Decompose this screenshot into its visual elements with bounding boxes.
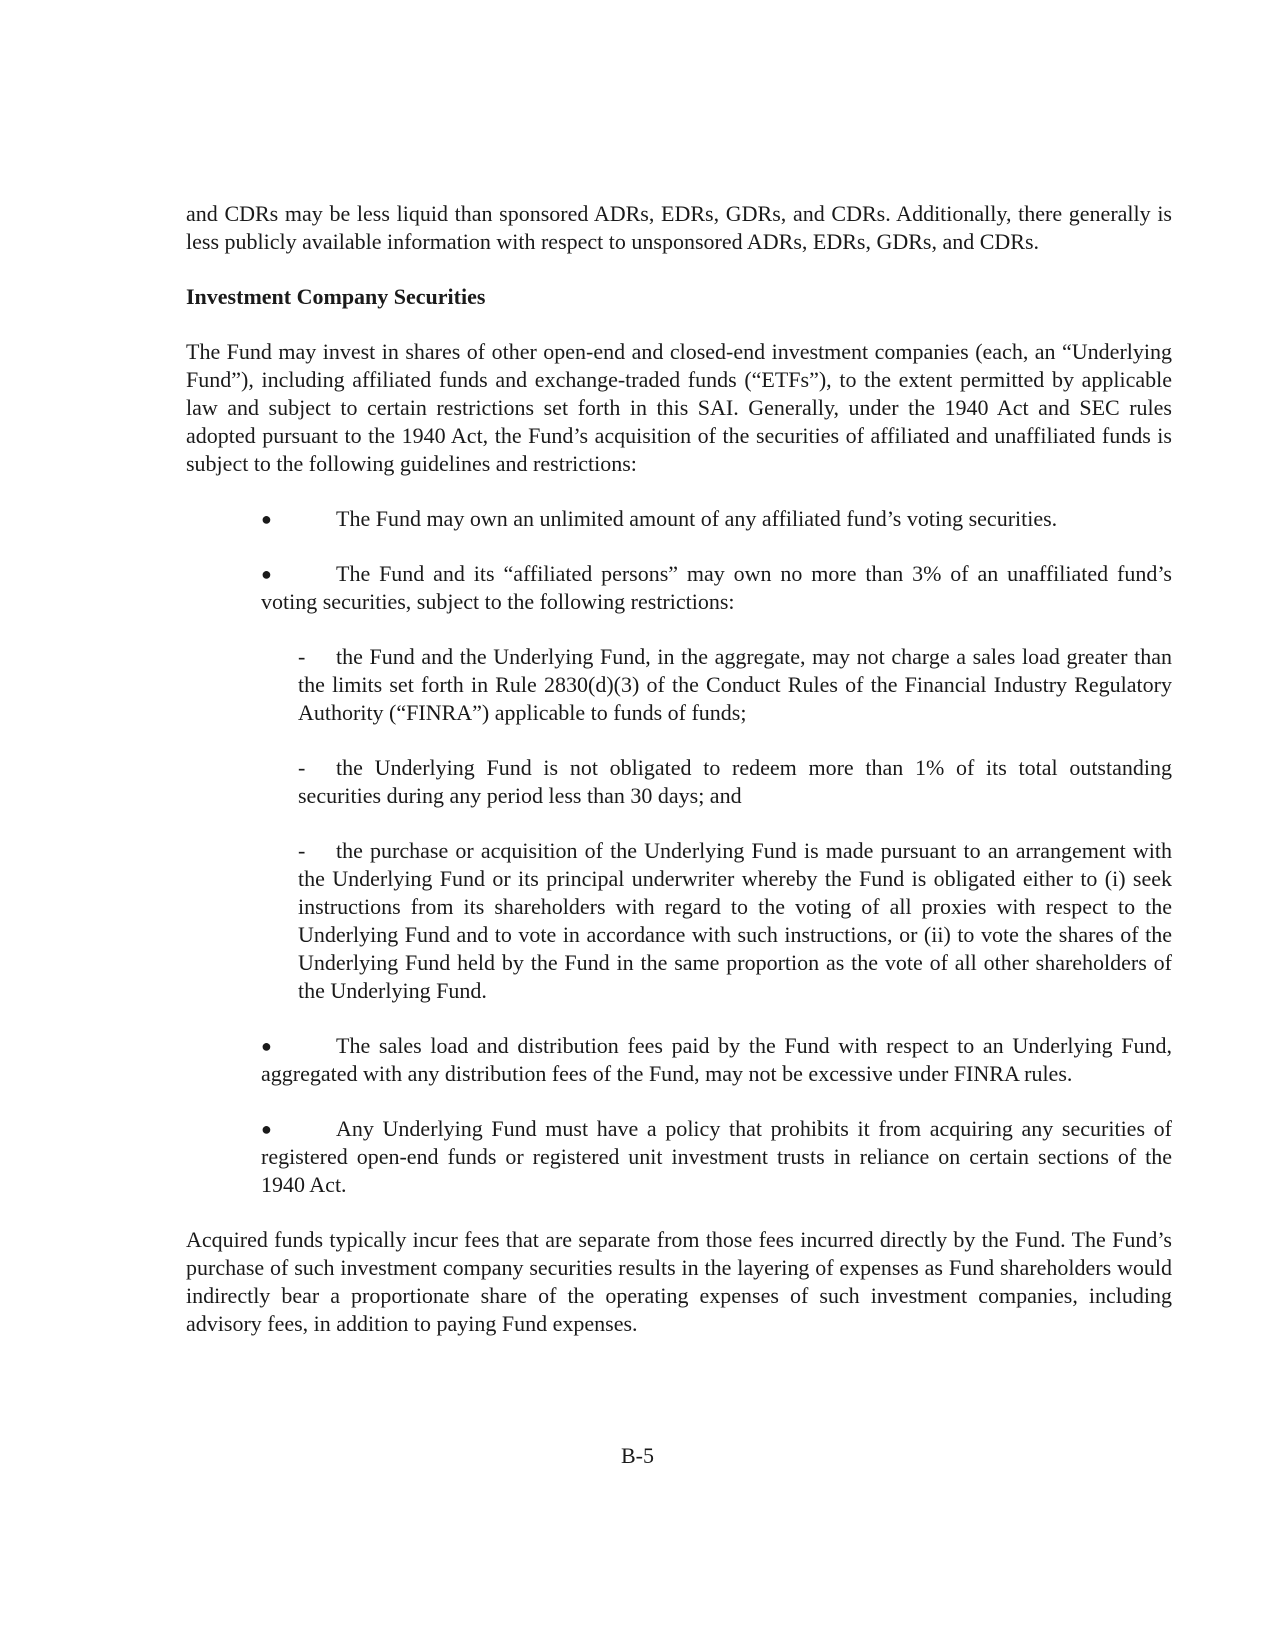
intro-paragraph: The Fund may invest in shares of other open-end and closed-end investment companies (each, an “Underlying Fund”), including affiliated funds and exchange-traded funds (“ETFs”), to the extent permitted by applicable law and subject to certain restrictions set forth in this SAI. Generally, under the 1940 Act and SEC rules adopted pursuant to the 1940 Act, the Fund’s acquisition of the securities of affiliated and unaffiliated funds is subject to the following guidelines and restrictions: bbox=[186, 339, 1172, 476]
bullet-icon: ● bbox=[261, 509, 272, 529]
closing-paragraph: Acquired funds typically incur fees that are separate from those fees incurred directly by the Fund. The Fund’s purchase of such investment company securities results in the layering of expenses as Fund shareholders would indirectly bear a proportionate share of the operating expenses of such investment companies, including advisory fees, in addition to paying Fund expenses. bbox=[186, 1227, 1172, 1336]
sub-item-text: the Underlying Fund is not obligated to redeem more than 1% of its total outstanding securities during any period less than 30 days; and bbox=[298, 755, 1172, 808]
sub-item-text: the Fund and the Underlying Fund, in the aggregate, may not charge a sales load greater than the limits set forth in Rule 2830(d)(3) of the Conduct Rules of the Financial Industry Regulatory Authority (“FINRA”) applicable to funds of funds; bbox=[298, 644, 1172, 725]
bullet-icon: ● bbox=[261, 564, 272, 584]
bullet-text: Any Underlying Fund must have a policy that prohibits it from acquiring any securities of registered open-end funds or registered unit investment trusts in reliance on certain sections of the 1940 Act. bbox=[261, 1116, 1172, 1197]
sub-item bbox=[298, 754, 1172, 810]
bullet-text: The Fund may own an unlimited amount of any affiliated fund’s voting securities. bbox=[336, 506, 1058, 531]
guidelines-list-continued bbox=[186, 1032, 1172, 1199]
continuation-paragraph: and CDRs may be less liquid than sponsored ADRs, EDRs, GDRs, and CDRs. Additionally, there generally is less publicly available information with respect to unsponsored ADRs, EDRs, GDRs, and CDRs. bbox=[186, 201, 1172, 254]
bullet-icon: ● bbox=[261, 1119, 272, 1139]
guidelines-list bbox=[186, 505, 1172, 616]
section-heading: Investment Company Securities bbox=[186, 284, 486, 309]
dash-icon: - bbox=[298, 644, 306, 669]
bullet-text: The Fund and its “affiliated persons” may own no more than 3% of an unaffiliated fund’s voting securities, subject to the following restrictions: bbox=[261, 561, 1172, 614]
restrictions-sublist bbox=[186, 643, 1172, 1005]
bullet-icon: ● bbox=[261, 1036, 272, 1056]
page-number: B-5 bbox=[621, 1443, 654, 1468]
bullet-text: The sales load and distribution fees paid by the Fund with respect to an Underlying Fund, aggregated with any distribution fees of the Fund, may not be excessive under FINRA rules. bbox=[261, 1033, 1172, 1086]
bullet-item bbox=[261, 505, 1172, 533]
sub-item-text: the purchase or acquisition of the Underlying Fund is made pursuant to an arrangement with the Underlying Fund or its principal underwriter whereby the Fund is obligated either to (i) seek instructions from its shareholders with regard to the voting of all proxies with respect to the Underlying Fund and to vote in accordance with such instructions, or (ii) to vote the shares of the Underlying Fund held by the Fund in the same proportion as the vote of all other shareholders of the Underlying Fund. bbox=[298, 838, 1172, 1003]
dash-icon: - bbox=[298, 755, 306, 780]
sub-item bbox=[298, 643, 1172, 727]
bullet-item bbox=[261, 560, 1172, 616]
sub-item bbox=[298, 837, 1172, 1005]
document-page bbox=[186, 200, 1172, 1338]
bullet-item bbox=[261, 1115, 1172, 1199]
bullet-item bbox=[261, 1032, 1172, 1088]
dash-icon: - bbox=[298, 838, 306, 863]
